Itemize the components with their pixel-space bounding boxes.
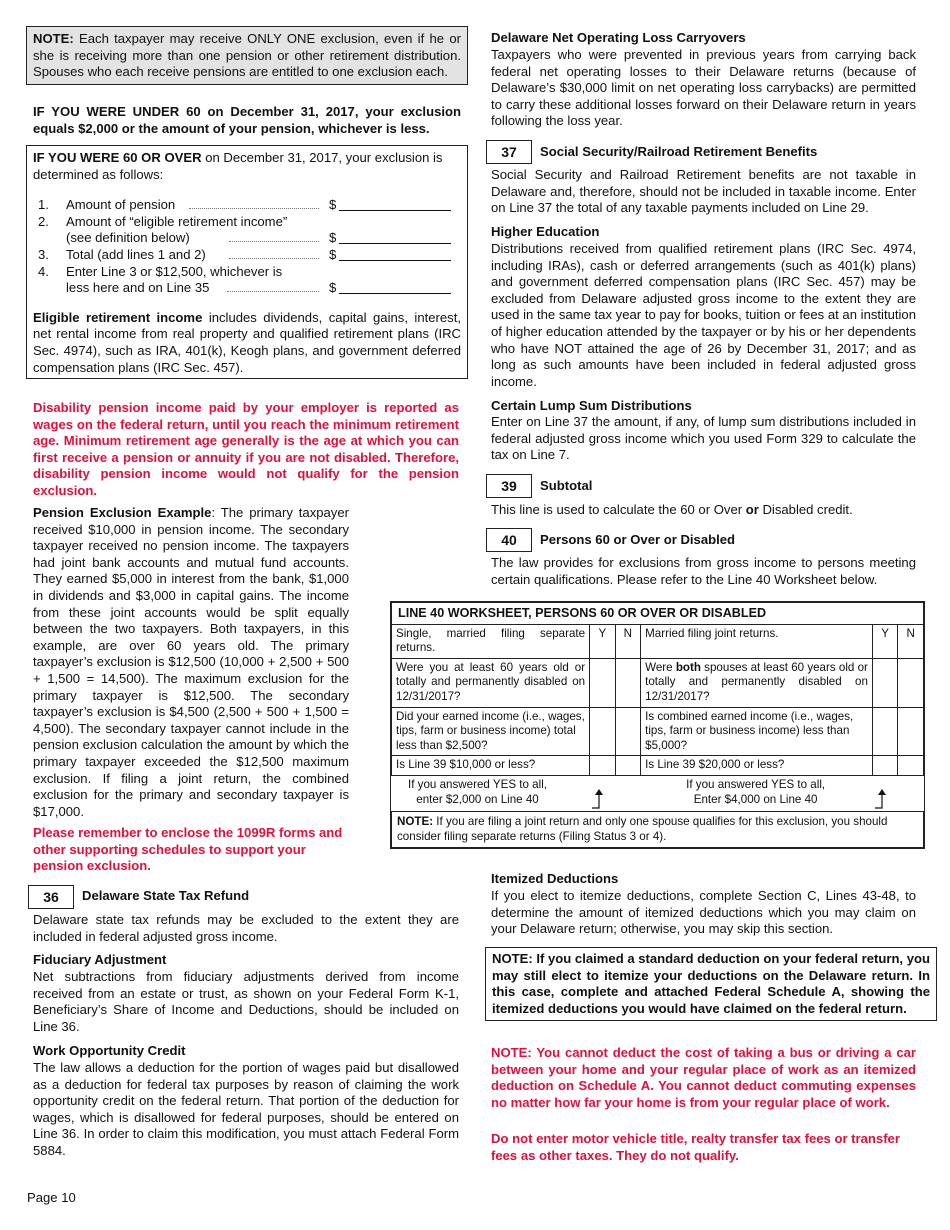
refund-text: Delaware state tax refunds may be excluded to the extent they are included in federal adjusted gross income.: [33, 912, 459, 944]
list-text: Amount of “eligible retirement income”: [66, 213, 288, 229]
higher-education-text: Distributions received from qualified retirement plans (IRC Sec. 4974, including IRAs), cash or deferred arrangements (such as 401(k) plans) and government deferred compensation plans (IRC Sec. 457) may be excluded from Delaware adjusted gross income to the extent they are used in the same tax year to pay for books, tuition or fees at an institution of higher education attended by the taxpayer or by his or her dependents who have NOT attained the age of 26 by December 31, 2017; and as long as such amounts have been included in federal adjusted gross income.: [491, 241, 916, 389]
list-number: 3.: [38, 246, 49, 262]
single-header: Single, married filing separate returns.: [392, 624, 590, 658]
question-end: spouses at least 60 years old or totally and permanently disabled on 12/31/2017?: [645, 660, 868, 703]
yes-column-header: Y: [872, 624, 898, 658]
arrow-icon: [591, 788, 607, 810]
pension-example: [33, 505, 349, 820]
no-column-header: N: [898, 624, 924, 658]
note-label: NOTE:: [33, 31, 74, 46]
list-text: Enter Line 3 or $12,500, whichever is: [66, 263, 283, 279]
dot-leader: [189, 208, 319, 209]
worksheet-note-text: If you are filing a joint return and only one spouse qualifies for this exclusion, you should consider filing separate returns (Filing Status 3 or 4).: [397, 815, 888, 843]
subtotal-text-start: This line is used to calculate the 60 or Over: [491, 502, 746, 517]
list-item: [33, 197, 461, 214]
yes-checkbox[interactable]: [872, 707, 898, 756]
over-60-box: [26, 145, 468, 379]
right-answer-line2: Enter $4,000 on Line 40: [693, 792, 818, 806]
example-text: : The primary taxpayer received $10,000 in pension income. The secondary taxpayer received no pension income. The taxpayers had joint bank accounts and mutual fund accounts. They earned $5,000 in interest from the bank, $1,000 in dividends and $3,000 in capital gains. The income from these joint accounts would be split equally between the two taxpayers. Both taxpayers, in this example, are over 60 years old. The primary taxpayer’s exclusion is $12,500 (10,000 + 2,500 + 500 + 1,500 = 14,500). The maximum exclusion for the primary taxpayer is $12,500. The secondary taxpayer’s exclusion is $4,500 (2,500 + 500 + 1,500 = 4,500). The secondary taxpayer cannot include in the pension exclusion calculation the amount by which the primary taxpayer exceeded the $12,500 maximum exclusion. If filing a joint return, the combined exclusion for the primary and secondary taxpayer is $17,000.: [33, 505, 349, 819]
fiduciary-heading: Fiduciary Adjustment: [33, 952, 167, 967]
left-answer-cell: [392, 775, 641, 811]
worksheet-note-label: NOTE:: [397, 815, 434, 829]
amount-line: [339, 210, 451, 211]
list-number: 2.: [38, 213, 49, 229]
no-checkbox[interactable]: [615, 658, 641, 707]
right-answer-line1: If you answered YES to all,: [686, 777, 826, 791]
standard-deduction-note: NOTE: If you claimed a standard deduction on your federal return, you may still elect to itemize your deductions on the Delaware return. In this case, complete and attached Federal Schedule A, showing the itemized deductions you would have claimed on the federal return.: [485, 947, 937, 1021]
worksheet-question: Is Line 39 $20,000 or less?: [641, 756, 873, 776]
subtotal-text: [491, 502, 853, 519]
yes-checkbox[interactable]: [590, 707, 616, 756]
example-label: Pension Exclusion Example: [33, 505, 212, 520]
page-number: Page 10: [27, 1190, 76, 1205]
eligible-label: Eligible retirement income: [33, 309, 203, 325]
lump-sum-heading: Certain Lump Sum Distributions: [491, 398, 692, 413]
nol-text: Taxpayers who were prevented in previous years from carrying back federal net operating losses to their Delaware returns (because of Delaware’s $30,000 limit on net operating loss carrybacks) are permitted to carry these additional losses forward on their Delaware return in years following the loss year.: [491, 47, 916, 129]
commuting-note: NOTE: You cannot deduct the cost of taking a bus or driving a car between your home and your regular place of work as an itemized deduction on Schedule A. You cannot deduct commuting expenses no matter how far your home is from your regular place of work.: [491, 1045, 916, 1110]
line-36-label: Delaware State Tax Refund: [82, 888, 250, 903]
list-text: Total (add lines 1 and 2): [66, 246, 206, 262]
note-text: Each taxpayer may receive ONLY ONE exclusion, even if he or she is receiving more than one pension or other retirement distribution. Spouses who each receive pensions are entitled to one exclusion each.: [33, 31, 461, 80]
under-60-paragraph: IF YOU WERE UNDER 60 on December 31, 2017, your exclusion equals $2,000 or the amount of your pension, whichever is less.: [33, 104, 461, 136]
line-40-worksheet: [390, 601, 925, 849]
over-60-intro: [33, 150, 461, 183]
line-40-label: Persons 60 or Over or Disabled: [540, 532, 736, 547]
worksheet-question: [641, 658, 873, 707]
dot-leader: [229, 258, 319, 259]
list-item: [33, 247, 461, 264]
list-text: less here and on Line 35: [66, 280, 210, 296]
left-answer-line2: enter $2,000 on Line 40: [416, 792, 539, 806]
higher-education-heading: Higher Education: [491, 224, 600, 239]
dot-leader: [229, 241, 319, 242]
eligible-retirement-definition: [33, 310, 461, 376]
left-answer: [398, 778, 558, 807]
list-item: [33, 264, 461, 281]
note-one-exclusion: [26, 26, 468, 85]
list-item-continued: [33, 280, 461, 297]
wotc-text: The law allows a deduction for the portion of wages paid but disallowed as a deduction for federal tax purposes by reason of claiming the work opportunity credit on the federal return. That portion of the deduction for wages, which is disallowed for federal purposes, should be entered on Line 36. In order to claim this modification, you must attach Federal Form 5884.: [33, 1060, 459, 1158]
no-checkbox[interactable]: [898, 658, 924, 707]
amount-line: [339, 260, 451, 261]
dollar-sign: $: [329, 246, 337, 262]
itemized-text: If you elect to itemize deductions, complete Section C, Lines 43-48, to determine the amount of itemized deductions which you may claim on your Delaware return; otherwise, you may skip this section.: [491, 888, 916, 937]
yes-checkbox[interactable]: [872, 756, 898, 776]
worksheet-table: [391, 602, 924, 848]
worksheet-question: Is combined earned income (i.e., wages, tips, farm or business income) less than $5,000?: [641, 707, 873, 756]
amount-line: [339, 293, 451, 294]
list-text: Amount of pension: [66, 197, 176, 213]
right-answer: [671, 778, 841, 807]
joint-header: Married filing joint returns.: [641, 624, 873, 658]
list-number: 4.: [38, 263, 49, 279]
worksheet-question: Did your earned income (i.e., wages, tips, farm or business income) total less than $2,500?: [392, 707, 590, 756]
no-column-header: N: [615, 624, 641, 658]
subtotal-or: or: [745, 502, 759, 517]
list-text: (see definition below): [66, 230, 190, 246]
question-start: Were: [645, 660, 676, 674]
question-emphasis: both: [675, 660, 701, 674]
worksheet-question: Is Line 39 $10,000 or less?: [392, 756, 590, 776]
line-37-label: Social Security/Railroad Retirement Benefits: [540, 144, 818, 159]
lump-sum-text: Enter on Line 37 the amount, if any, of lump sum distributions included in federal adjusted gross income which you used Form 329 to calculate the tax on Line 7.: [491, 414, 916, 463]
itemized-heading: Itemized Deductions: [491, 871, 619, 886]
nol-heading: Delaware Net Operating Loss Carryovers: [491, 30, 746, 45]
line-36-box: 36: [28, 885, 74, 909]
over-60-text: on December 31, 2017, your exclusion is determined as follows:: [33, 150, 443, 182]
subtotal-text-end: Disabled credit.: [758, 502, 853, 517]
social-security-text: Social Security and Railroad Retirement benefits are not taxable in Delaware and, therefore, should not be included in taxable income. Enter on Line 37 the total of any taxable payments included on Line 29.: [491, 167, 916, 216]
amount-line: [339, 243, 451, 244]
no-checkbox[interactable]: [615, 756, 641, 776]
no-checkbox[interactable]: [898, 756, 924, 776]
list-item-continued: [33, 230, 461, 247]
remember-note: Please remember to enclose the 1099R forms and other supporting schedules to support your pension exclusion.: [33, 825, 343, 874]
worksheet-title: LINE 40 WORKSHEET, PERSONS 60 OR OVER OR DISABLED: [392, 603, 924, 625]
list-item: [33, 214, 461, 231]
worksheet-question: Were you at least 60 years old or totally and permanently disabled on 12/31/2017?: [392, 658, 590, 707]
no-checkbox[interactable]: [898, 707, 924, 756]
line-40-box: 40: [486, 528, 532, 552]
motor-vehicle-note: Do not enter motor vehicle title, realty transfer tax fees or transfer fees as other taxes. They do not qualify.: [491, 1131, 900, 1163]
disability-pension-note: Disability pension income paid by your employer is reported as wages on the federal return, until you reach the minimum retirement age. Minimum retirement age generally is the age at which you can first receive a pension or annuity if you are not disabled. Therefore, disability pension income would not qualify for the pension exclusion.: [33, 400, 459, 498]
line-39-label: Subtotal: [540, 478, 593, 493]
no-checkbox[interactable]: [615, 707, 641, 756]
dollar-sign: $: [329, 197, 337, 213]
over-60-label: IF YOU WERE 60 OR OVER: [33, 150, 202, 165]
wotc-heading: Work Opportunity Credit: [33, 1043, 186, 1058]
right-answer-cell: [641, 775, 924, 811]
yes-checkbox[interactable]: [590, 658, 616, 707]
fiduciary-text: Net subtractions from fiduciary adjustments derived from income received from an estate or trust, as shown on your Federal Form K-1, Beneficiary’s Share of Income and Deductions, should be included on Line 36.: [33, 969, 459, 1034]
worksheet-note: [392, 812, 924, 848]
line-39-box: 39: [486, 474, 532, 498]
persons-60-text: The law provides for exclusions from gross income to persons meeting certain qualifications. Please refer to the Line 40 Worksheet below.: [491, 555, 916, 587]
arrow-icon: [874, 788, 890, 810]
yes-checkbox[interactable]: [872, 658, 898, 707]
line-37-box: 37: [486, 140, 532, 164]
list-number: 1.: [38, 197, 49, 213]
left-answer-line1: If you answered YES to all,: [408, 777, 547, 791]
dollar-sign: $: [329, 280, 337, 296]
eligible-text: includes dividends, capital gains, interest, net rental income from real property and qualified retirement plans (IRC Sec. 4974), such as IRA, 401(k), Keogh plans, and government deferred compensation plans (IRC Sec. 457).: [33, 309, 461, 375]
yes-column-header: Y: [590, 624, 616, 658]
yes-checkbox[interactable]: [590, 756, 616, 776]
dot-leader: [227, 291, 319, 292]
dollar-sign: $: [329, 230, 337, 246]
